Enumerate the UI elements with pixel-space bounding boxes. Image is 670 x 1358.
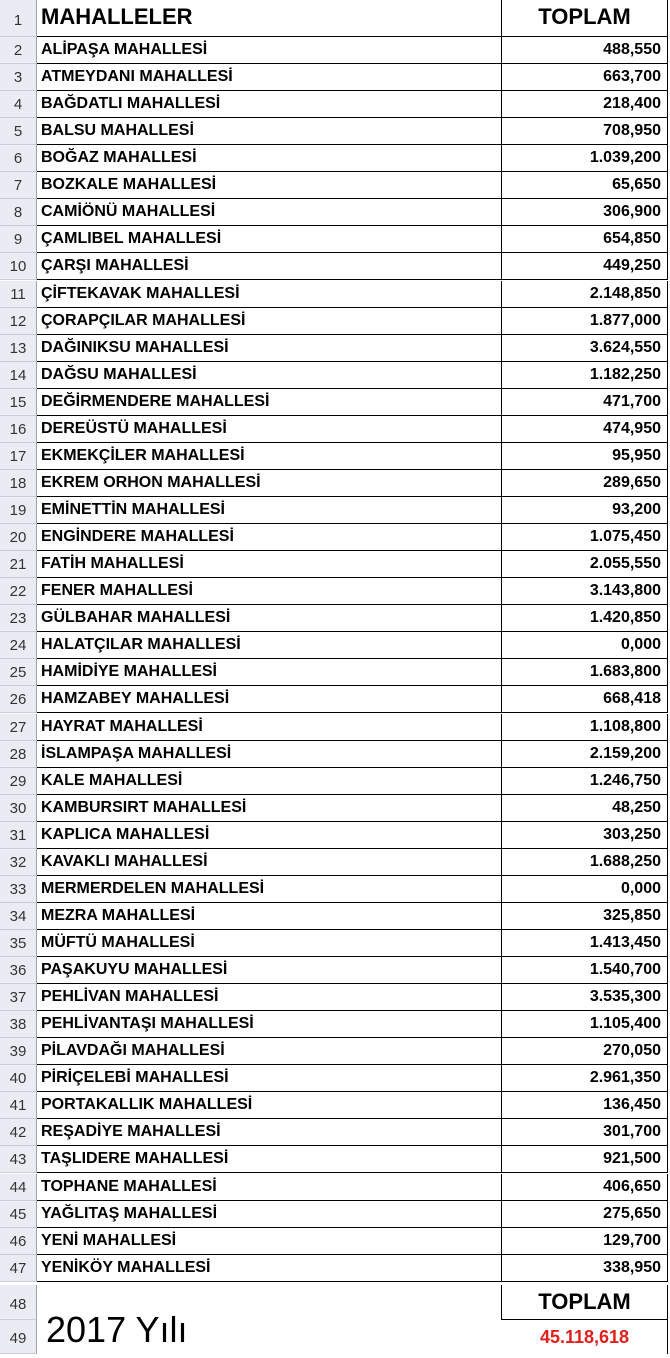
neighborhood-name-cell[interactable]: ENGİNDERE MAHALLESİ: [37, 524, 502, 551]
table-row: [0, 795, 670, 822]
row-number[interactable]: 44: [0, 1174, 37, 1201]
table-row: [0, 118, 670, 145]
row-number[interactable]: 4: [0, 91, 37, 118]
neighborhood-name-cell[interactable]: YENİKÖY MAHALLESİ: [37, 1255, 502, 1282]
table-row: [0, 768, 670, 795]
row-number[interactable]: 8: [0, 199, 37, 226]
row-number[interactable]: 42: [0, 1119, 37, 1146]
neighborhood-name-cell[interactable]: YAĞLITAŞ MAHALLESİ: [37, 1201, 502, 1228]
table-row: [0, 1011, 670, 1038]
neighborhood-name-cell[interactable]: ALİPAŞA MAHALLESİ: [37, 37, 502, 64]
table-row: [0, 1092, 670, 1119]
row-number[interactable]: 17: [0, 443, 37, 470]
neighborhood-name-cell[interactable]: MERMERDELEN MAHALLESİ: [37, 876, 502, 903]
row-number[interactable]: 9: [0, 226, 37, 253]
table-row: [0, 903, 670, 930]
total-cell[interactable]: 301,700: [502, 1119, 668, 1146]
row-number[interactable]: 11: [0, 281, 37, 308]
column-header-toplam[interactable]: TOPLAM: [502, 0, 668, 37]
total-cell[interactable]: 449,250: [502, 253, 668, 280]
total-cell[interactable]: 3.143,800: [502, 578, 668, 605]
row-number[interactable]: 34: [0, 903, 37, 930]
total-cell[interactable]: 1.039,200: [502, 145, 668, 172]
table-row: [0, 1146, 670, 1173]
neighborhood-name-cell[interactable]: ÇARŞI MAHALLESİ: [37, 253, 502, 280]
row-number[interactable]: 39: [0, 1038, 37, 1065]
neighborhood-name-cell[interactable]: EKMEKÇİLER MAHALLESİ: [37, 443, 502, 470]
total-cell[interactable]: 136,450: [502, 1092, 668, 1119]
row-number[interactable]: 29: [0, 768, 37, 795]
row-number[interactable]: 31: [0, 822, 37, 849]
neighborhood-name-cell[interactable]: HAMİDİYE MAHALLESİ: [37, 659, 502, 686]
table-row: [0, 659, 670, 686]
total-cell[interactable]: 668,418: [502, 686, 668, 713]
row-number[interactable]: 49: [0, 1320, 37, 1354]
row-number[interactable]: 23: [0, 605, 37, 632]
year-label: 2017 Yılı: [46, 1309, 188, 1350]
neighborhood-name-cell[interactable]: KALE MAHALLESİ: [37, 768, 502, 795]
neighborhood-name-cell[interactable]: PAŞAKUYU MAHALLESİ: [37, 957, 502, 984]
table-row: [0, 91, 670, 118]
neighborhood-name-cell[interactable]: HAMZABEY MAHALLESİ: [37, 686, 502, 713]
row-number[interactable]: 12: [0, 308, 37, 335]
total-cell[interactable]: 1.683,800: [502, 659, 668, 686]
table-row: [0, 64, 670, 91]
total-cell[interactable]: 306,900: [502, 199, 668, 226]
total-cell[interactable]: 218,400: [502, 91, 668, 118]
neighborhood-name-cell[interactable]: ÇİFTEKAVAK MAHALLESİ: [37, 281, 502, 308]
neighborhood-name-cell[interactable]: ÇORAPÇILAR MAHALLESİ: [37, 308, 502, 335]
total-cell[interactable]: 95,950: [502, 443, 668, 470]
row-number[interactable]: 32: [0, 849, 37, 876]
neighborhood-name-cell[interactable]: KAMBURSIRT MAHALLESİ: [37, 795, 502, 822]
neighborhood-name-cell[interactable]: MÜFTÜ MAHALLESİ: [37, 930, 502, 957]
table-row: [0, 605, 670, 632]
total-value-cell[interactable]: 45.118,618: [502, 1320, 668, 1354]
table-row: [0, 308, 670, 335]
table-row: [0, 1119, 670, 1146]
row-number[interactable]: 24: [0, 632, 37, 659]
table-row: [0, 281, 670, 308]
table-row: [0, 443, 670, 470]
table-row: [0, 1228, 670, 1255]
row-number[interactable]: 48: [0, 1285, 37, 1320]
row-number[interactable]: 38: [0, 1011, 37, 1038]
row-number[interactable]: 35: [0, 930, 37, 957]
neighborhood-name-cell[interactable]: BOĞAZ MAHALLESİ: [37, 145, 502, 172]
total-cell[interactable]: 270,050: [502, 1038, 668, 1065]
column-header-mahalleler[interactable]: MAHALLELER: [37, 0, 502, 37]
table-row: [0, 37, 670, 64]
total-cell[interactable]: 406,650: [502, 1174, 668, 1201]
total-cell[interactable]: 1.540,700: [502, 957, 668, 984]
table-row: [0, 470, 670, 497]
total-cell[interactable]: 1.075,450: [502, 524, 668, 551]
row-number[interactable]: 7: [0, 172, 37, 199]
row-number[interactable]: 47: [0, 1255, 37, 1282]
neighborhood-name-cell[interactable]: ÇAMLIBEL MAHALLESİ: [37, 226, 502, 253]
table-row: [0, 822, 670, 849]
neighborhood-name-cell[interactable]: BALSU MAHALLESİ: [37, 118, 502, 145]
row-number[interactable]: 36: [0, 957, 37, 984]
table-row: [0, 714, 670, 741]
row-number[interactable]: 16: [0, 416, 37, 443]
table-row: [0, 632, 670, 659]
total-cell[interactable]: 48,250: [502, 795, 668, 822]
neighborhood-name-cell[interactable]: GÜLBAHAR MAHALLESİ: [37, 605, 502, 632]
row-number[interactable]: 3: [0, 64, 37, 91]
table-row: [0, 578, 670, 605]
total-cell[interactable]: 2.159,200: [502, 741, 668, 768]
total-cell[interactable]: 1.105,400: [502, 1011, 668, 1038]
total-cell[interactable]: 325,850: [502, 903, 668, 930]
total-cell[interactable]: 474,950: [502, 416, 668, 443]
neighborhood-name-cell[interactable]: DAĞSU MAHALLESİ: [37, 362, 502, 389]
neighborhood-name-cell[interactable]: DAĞINIKSU MAHALLESİ: [37, 335, 502, 362]
table-row: [0, 1174, 670, 1201]
total-cell[interactable]: 654,850: [502, 226, 668, 253]
neighborhood-name-cell[interactable]: BOZKALE MAHALLESİ: [37, 172, 502, 199]
neighborhood-name-cell[interactable]: REŞADİYE MAHALLESİ: [37, 1119, 502, 1146]
table-row: [0, 145, 670, 172]
neighborhood-name-cell[interactable]: CAMİÖNÜ MAHALLESİ: [37, 199, 502, 226]
table-row: [0, 416, 670, 443]
neighborhood-name-cell[interactable]: FATİH MAHALLESİ: [37, 551, 502, 578]
neighborhood-name-cell[interactable]: BAĞDATLI MAHALLESİ: [37, 91, 502, 118]
neighborhood-name-cell[interactable]: HALATÇILAR MAHALLESİ: [37, 632, 502, 659]
neighborhood-name-cell[interactable]: YENİ MAHALLESİ: [37, 1228, 502, 1255]
total-cell[interactable]: 0,000: [502, 876, 668, 903]
table-row: [0, 1201, 670, 1228]
total-cell[interactable]: 289,650: [502, 470, 668, 497]
row-number[interactable]: 13: [0, 335, 37, 362]
row-number[interactable]: 10: [0, 253, 37, 280]
row-number[interactable]: 20: [0, 524, 37, 551]
table-row: [0, 497, 670, 524]
total-cell[interactable]: 338,950: [502, 1255, 668, 1282]
row-number[interactable]: 41: [0, 1092, 37, 1119]
total-cell[interactable]: 1.688,250: [502, 849, 668, 876]
row-number[interactable]: 40: [0, 1065, 37, 1092]
row-number[interactable]: 6: [0, 145, 37, 172]
neighborhood-name-cell[interactable]: ATMEYDANI MAHALLESİ: [37, 64, 502, 91]
row-number[interactable]: 30: [0, 795, 37, 822]
table-row: [0, 849, 670, 876]
table-row: [0, 1038, 670, 1065]
neighborhood-name-cell[interactable]: DEĞİRMENDERE MAHALLESİ: [37, 389, 502, 416]
total-cell[interactable]: 2.148,850: [502, 281, 668, 308]
total-cell[interactable]: 1.246,750: [502, 768, 668, 795]
neighborhood-name-cell[interactable]: MEZRA MAHALLESİ: [37, 903, 502, 930]
total-cell[interactable]: 65,650: [502, 172, 668, 199]
table-row: [0, 226, 670, 253]
table-row: [0, 930, 670, 957]
table-row: [0, 524, 670, 551]
row-number[interactable]: 2: [0, 37, 37, 64]
table-row: [0, 335, 670, 362]
total-cell[interactable]: 471,700: [502, 389, 668, 416]
total-cell[interactable]: 93,200: [502, 497, 668, 524]
row-number[interactable]: 45: [0, 1201, 37, 1228]
total-cell[interactable]: 303,250: [502, 822, 668, 849]
header-row: [0, 0, 670, 37]
total-cell[interactable]: 275,650: [502, 1201, 668, 1228]
neighborhood-name-cell[interactable]: EMİNETTİN MAHALLESİ: [37, 497, 502, 524]
total-cell[interactable]: 2.055,550: [502, 551, 668, 578]
row-number[interactable]: 46: [0, 1228, 37, 1255]
row-number[interactable]: 43: [0, 1146, 37, 1173]
neighborhood-name-cell[interactable]: EKREM ORHON MAHALLESİ: [37, 470, 502, 497]
row-number[interactable]: 28: [0, 741, 37, 768]
row-number[interactable]: 5: [0, 118, 37, 145]
row-number[interactable]: 22: [0, 578, 37, 605]
total-cell[interactable]: 488,550: [502, 37, 668, 64]
total-header-cell[interactable]: TOPLAM: [502, 1285, 668, 1320]
total-cell[interactable]: 708,950: [502, 118, 668, 145]
total-cell[interactable]: 129,700: [502, 1228, 668, 1255]
neighborhood-name-cell[interactable]: İSLAMPAŞA MAHALLESİ: [37, 741, 502, 768]
total-cell[interactable]: 3.624,550: [502, 335, 668, 362]
table-row: [0, 199, 670, 226]
total-cell[interactable]: 1.182,250: [502, 362, 668, 389]
table-row: [0, 686, 670, 713]
row-number[interactable]: 27: [0, 714, 37, 741]
row-number[interactable]: 25: [0, 659, 37, 686]
total-cell[interactable]: 0,000: [502, 632, 668, 659]
neighborhood-name-cell[interactable]: HAYRAT MAHALLESİ: [37, 714, 502, 741]
neighborhood-name-cell[interactable]: PİRİÇELEBİ MAHALLESİ: [37, 1065, 502, 1092]
neighborhood-name-cell[interactable]: DEREÜSTÜ MAHALLESİ: [37, 416, 502, 443]
total-cell[interactable]: 921,500: [502, 1146, 668, 1173]
table-row: [0, 551, 670, 578]
table-row: [0, 389, 670, 416]
table-row: [0, 876, 670, 903]
table-row: [0, 253, 670, 280]
total-cell[interactable]: 2.961,350: [502, 1065, 668, 1092]
row-number[interactable]: 37: [0, 984, 37, 1011]
table-row: [0, 957, 670, 984]
row-number[interactable]: 14: [0, 362, 37, 389]
neighborhood-name-cell[interactable]: PEHLİVANTAŞI MAHALLESİ: [37, 1011, 502, 1038]
neighborhood-name-cell[interactable]: TAŞLIDERE MAHALLESİ: [37, 1146, 502, 1173]
neighborhood-name-cell[interactable]: KAVAKLI MAHALLESİ: [37, 849, 502, 876]
table-row: [0, 1065, 670, 1092]
row-number[interactable]: 26: [0, 686, 37, 713]
neighborhood-name-cell[interactable]: PORTAKALLIK MAHALLESİ: [37, 1092, 502, 1119]
row-number[interactable]: 33: [0, 876, 37, 903]
table-row: [0, 172, 670, 199]
neighborhood-name-cell[interactable]: KAPLICA MAHALLESİ: [37, 822, 502, 849]
table-row: [0, 1255, 670, 1282]
table-row: [0, 984, 670, 1011]
total-cell[interactable]: 663,700: [502, 64, 668, 91]
neighborhood-name-cell[interactable]: TOPHANE MAHALLESİ: [37, 1174, 502, 1201]
row-number[interactable]: 19: [0, 497, 37, 524]
total-cell[interactable]: 1.413,450: [502, 930, 668, 957]
total-cell[interactable]: 1.877,000: [502, 308, 668, 335]
total-cell[interactable]: 1.420,850: [502, 605, 668, 632]
neighborhood-name-cell[interactable]: PİLAVDAĞI MAHALLESİ: [37, 1038, 502, 1065]
neighborhood-name-cell[interactable]: PEHLİVAN MAHALLESİ: [37, 984, 502, 1011]
neighborhood-name-cell[interactable]: FENER MAHALLESİ: [37, 578, 502, 605]
row-number[interactable]: 21: [0, 551, 37, 578]
row-number[interactable]: 1: [0, 0, 37, 37]
total-cell[interactable]: 1.108,800: [502, 714, 668, 741]
row-number[interactable]: 18: [0, 470, 37, 497]
row-number[interactable]: 15: [0, 389, 37, 416]
table-row: [0, 741, 670, 768]
table-row: [0, 362, 670, 389]
total-cell[interactable]: 3.535,300: [502, 984, 668, 1011]
